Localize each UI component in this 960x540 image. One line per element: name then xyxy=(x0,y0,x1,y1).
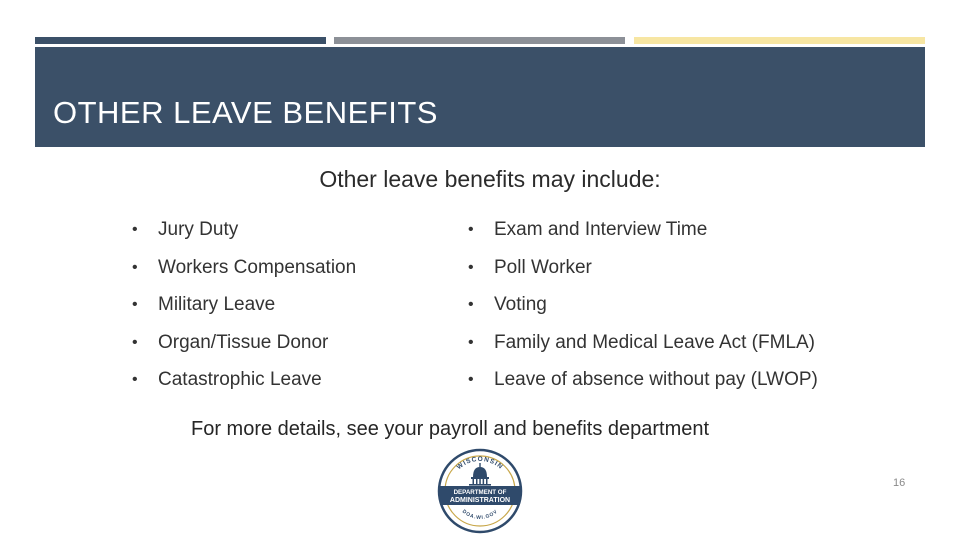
accent-bar-gray xyxy=(334,37,625,44)
bullet-icon: • xyxy=(132,296,138,313)
bullet-icon: • xyxy=(468,258,474,276)
list-item xyxy=(468,291,818,329)
department-seal-logo xyxy=(437,448,523,534)
bullet-icon: • xyxy=(468,371,474,388)
list-item xyxy=(468,254,818,292)
list-item-label: Jury Duty xyxy=(158,219,239,240)
list-item-label: Leave of absence without pay (LWOP) xyxy=(494,369,818,390)
list-item-label: Workers Compensation xyxy=(158,256,357,278)
list-item xyxy=(132,366,356,404)
list-item xyxy=(132,216,356,254)
bullet-icon: • xyxy=(132,333,138,351)
list-item xyxy=(132,254,356,292)
bullet-icon: • xyxy=(132,221,138,238)
list-item xyxy=(468,216,818,254)
list-item-label: Catastrophic Leave xyxy=(158,369,322,390)
footer-note: For more details, see your payroll and benefits department xyxy=(191,418,710,440)
bullet-icon: • xyxy=(468,221,474,238)
list-item-label: Organ/Tissue Donor xyxy=(158,331,329,353)
right-benefits-list xyxy=(468,216,818,404)
bullet-icon: • xyxy=(132,371,138,388)
seal-bottom-text: DOA.WI.GOV xyxy=(460,508,500,521)
list-item xyxy=(468,366,818,404)
seal-line-1: DEPARTMENT OF xyxy=(453,489,507,496)
slide-title: OTHER LEAVE BENEFITS xyxy=(53,95,438,130)
list-item-label: Poll Worker xyxy=(494,256,592,278)
list-item xyxy=(468,329,818,367)
seal-top-text: WISCONSIN xyxy=(455,455,505,472)
bullet-icon: • xyxy=(468,296,474,313)
list-item-label: Voting xyxy=(494,294,547,315)
accent-bar-dark xyxy=(35,37,326,44)
accent-bar-yellow xyxy=(634,37,925,44)
intro-text: Other leave benefits may include: xyxy=(319,166,661,192)
bullet-icon: • xyxy=(132,258,138,276)
list-item xyxy=(132,329,356,367)
seal-line-2: ADMINISTRATION xyxy=(449,497,511,504)
list-item xyxy=(132,291,356,329)
title-band xyxy=(35,47,925,147)
left-benefits-list xyxy=(132,216,356,404)
bullet-icon: • xyxy=(468,333,474,351)
list-item-label: Military Leave xyxy=(158,294,276,315)
list-item-label: Family and Medical Leave Act (FMLA) xyxy=(494,331,816,353)
list-item-label: Exam and Interview Time xyxy=(494,219,708,240)
page-number: 16 xyxy=(893,477,906,489)
